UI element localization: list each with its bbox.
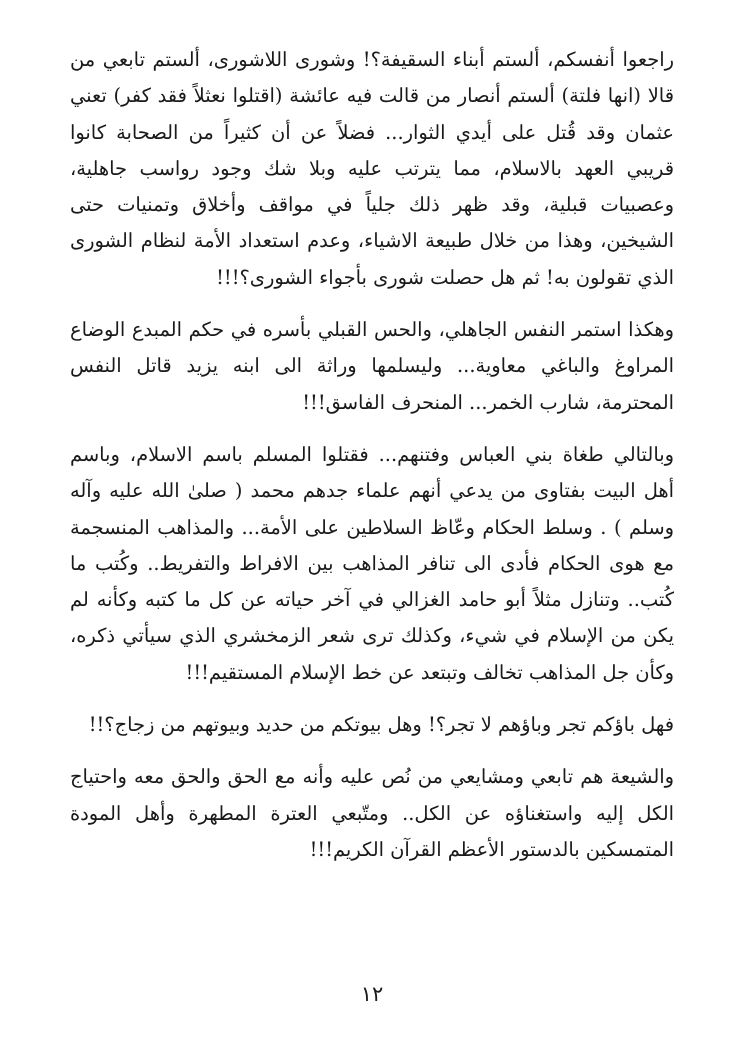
paragraph-text: والشيعة هم تابعي ومشايعي من نُص عليه وأنه مع الحق والحق معه واحتياج الكل إليه واستغناؤه عن الكل.. ومتّبعي العترة المطهرة وأهل المودة المتمسكين بالدستور الأعظم القرآن الكريم!!! <box>70 765 674 861</box>
paragraph-gap <box>70 296 674 312</box>
page-number: ١٢ <box>360 982 384 1006</box>
paragraph-text: وهكذا استمر النفس الجاهلي، والحس القبلي بأسره في حكم المبدع الوضاع المراوغ والباغي معاوية... وليسلمها وراثة الى ابنه يزيد قاتل النفس المحترمة، شارب الخمر... المنحرف الفاسق!!! <box>70 318 674 414</box>
paragraph-gap <box>70 421 674 437</box>
paragraph-2 <box>70 312 674 421</box>
paragraph-text: فهل باؤكم تجر وباؤهم لا تجر؟! وهل بيوتكم من حديد وبيوتهم من زجاج؟!! <box>88 713 674 737</box>
paragraph-3 <box>70 437 674 691</box>
paragraph-gap <box>70 691 674 707</box>
paragraph-text: وبالتالي طغاة بني العباس وفتنهم... فقتلوا المسلم باسم الاسلام، وباسم أهل البيت بفتاوى من يدعي أنهم علماء جدهم محمد ( صلىٰ الله عليه وآله وسلم ) . وسلط الحكام وعّاظ السلاطين على الأمة... والمذاهب المنسجمة مع هوى الحكام فأدى الى تنافر المذاهب بين الافراط والتفريط.. وكُتب ما كُتب.. وتنازل مثلاً أبو حامد الغزالي في آخر حياته عن كل ما كتبه وكأنه لم يكن من الإسلام في شيء، وكذلك ترى شعر الزمخشري الذي سيأتي ذكره، وكأن جل المذاهب تخالف وتبتعد عن خط الإسلام المستقيم!!! <box>70 442 674 684</box>
paragraph-4 <box>70 707 674 743</box>
paragraph-5 <box>70 759 674 868</box>
paragraph-text: راجعوا أنفسكم، ألستم أبناء السقيفة؟! وشورى اللاشورى، ألستم تابعي من قالا (انها فلتة) ألستم أنصار من قالت فيه عائشة (اقتلوا نعثلاً فقد كفر) تعني عثمان وقد قُتل على أيدي الثوار... فضلاً عن أن كثيراً من الصحابة كانوا قريبي العهد بالاسلام، مما يترتب عليه وبلا شك وجود رواسب جاهلية، وعصبيات قبلية، وقد ظهر ذلك جلياً في مواقف وأخلاق وتمنيات حتى الشيخين، وهذا من خلال طبيعة الاشياء، وعدم استعداد الأمة لنظام الشورى الذي تقولون به! ثم هل حصلت شورى بأجواء الشورى؟!!! <box>70 48 674 289</box>
paragraph-1 <box>70 42 674 296</box>
paragraph-gap <box>70 743 674 759</box>
